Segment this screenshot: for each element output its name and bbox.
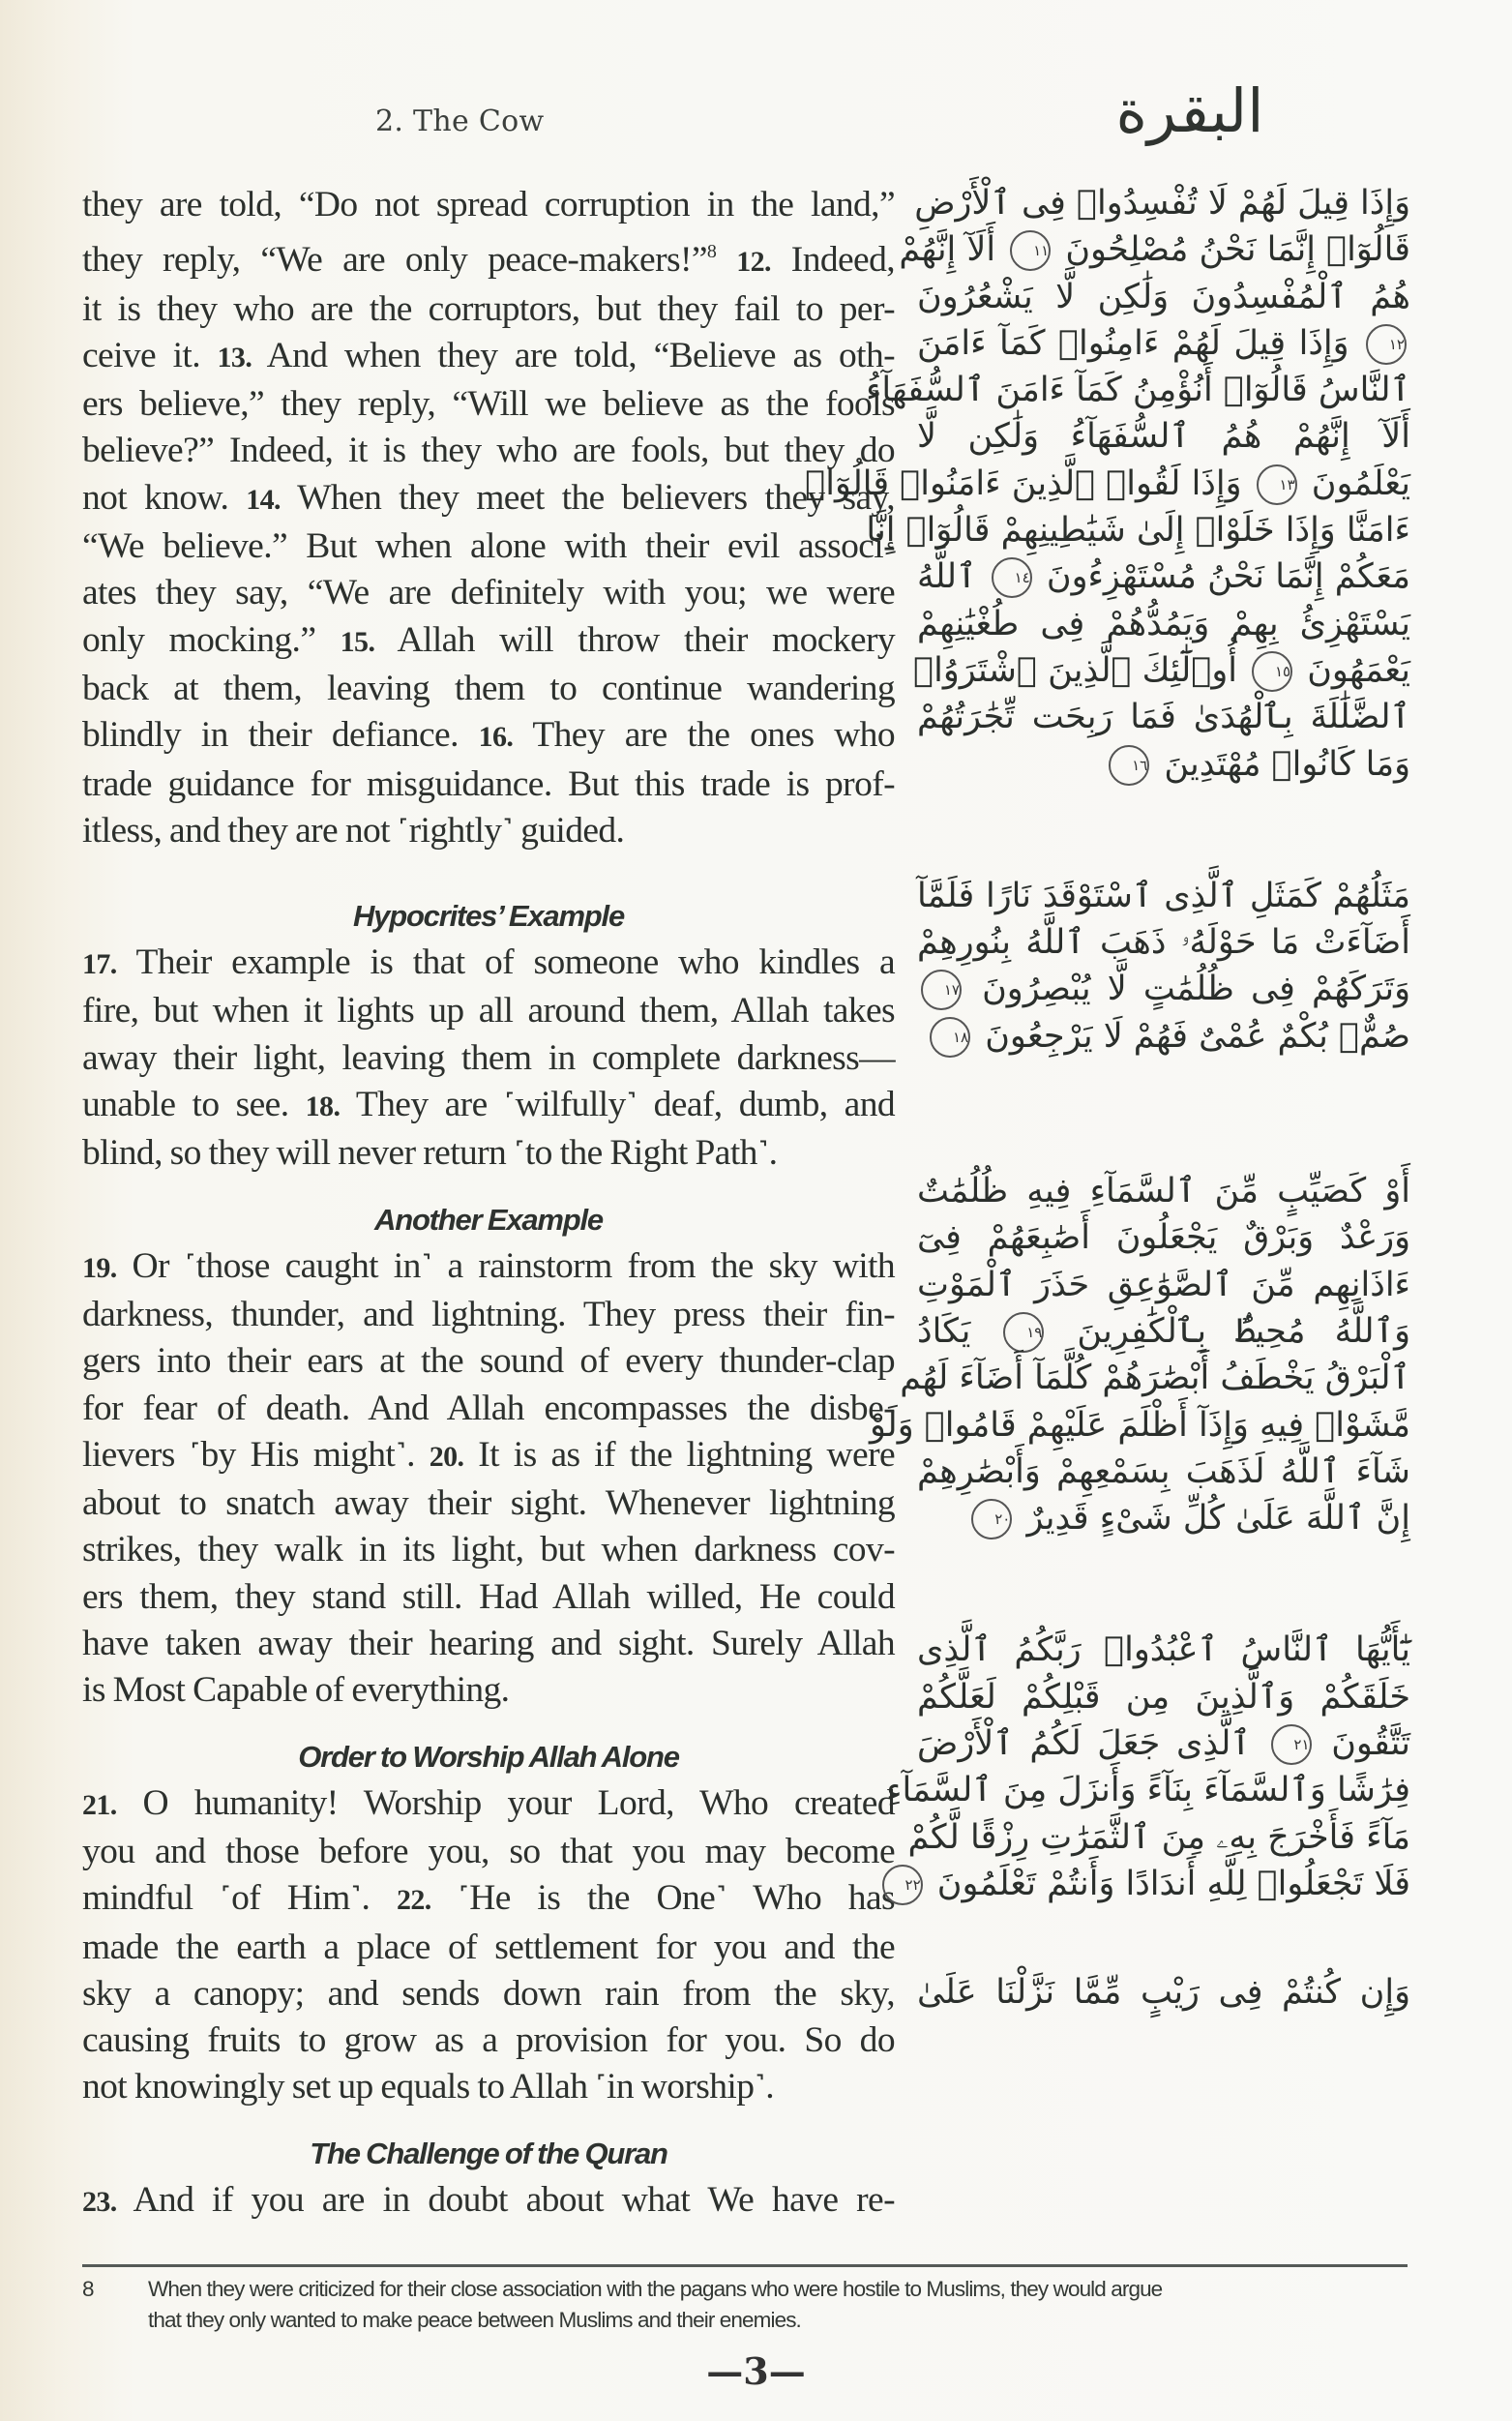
arabic-line [917,274,1410,320]
translation-line [82,1875,895,1924]
arabic-line [917,694,1410,740]
arabic-line [917,873,1410,919]
arabic-text: تَتَّقُونَ [1315,1724,1410,1764]
arabic-text: أُو۟لَٰٓئِكَ ٱلَّذِينَ ٱشْتَرَوُا۟ [913,650,1249,690]
arabic-text: وَتَرَكَهُمْ فِى ظُلُمَٰتٍ لَّا يُبْصِرُونَ [965,970,1410,1009]
arabic-line [917,741,1410,788]
verse-number: 17. [82,948,117,981]
translation-line [82,1925,895,1971]
translation-line [82,333,895,381]
verse-number: 20. [429,1440,464,1473]
translation-text: you and those before you, so that you may become [82,1831,895,1871]
arabic-line [805,461,1410,507]
arabic-line [886,1767,1410,1813]
verse-number: 13. [217,341,252,374]
arabic-text: مَعَكُمْ إِنَّمَا نَحْنُ مُسْتَهْزِءُونَ [1035,557,1411,597]
translation-text: for fear of death. And Allah encompasses the disbe- [82,1388,895,1428]
arabic-text: مَثَلُهُمْ كَمَثَلِ ٱلَّذِى ٱسْتَوْقَدَ نَارًا فَلَمَّآ [917,876,1410,915]
arabic-text: يَعْلَمُونَ [1300,463,1410,503]
translation-line [82,381,895,428]
translation-text: itless, and they are not ˹rightly˺ guided. [82,810,625,851]
section-spacer [82,1715,895,1734]
verse-number: 12. [736,246,771,279]
translation-line [82,1621,895,1667]
arabic-text: مَّشَوْا۟ فِيهِ وَإِذَآ أَظْلَمَ عَلَيْهِمْ قَامُوا۟ وَلَوْ [869,1405,1410,1445]
block-spacer [917,1541,1410,1627]
translation-text: trade guidance for misguidance. But this trade is prof- [82,763,895,804]
translation-text: Their example is that of someone who kindles a [116,942,895,983]
verse-number: 16. [478,721,514,754]
arabic-line [869,1402,1410,1449]
arabic-text: ٱلضَّلَٰلَةَ بِٱلْهُدَىٰ فَمَا رَبِحَت تِّجَٰرَتُهُمْ [917,698,1410,737]
ayah-end-marker-icon: ٢٢ [882,1865,923,1905]
translation-text: Or ˹those caught in˺ a rainstorm from the sky with [116,1245,895,1286]
page-number: —3— [706,2349,806,2393]
arabic-text: أَلَآ إِنَّهُمْ هُمُ ٱلسُّفَهَآءُ وَلَٰكِن لَّا [917,417,1410,457]
translation-text: ˹He is the One˺ Who has [430,1878,895,1919]
arabic-line [917,1262,1410,1308]
translation-line [82,1130,895,1177]
arabic-line [917,1214,1410,1261]
translation-text [716,240,736,280]
translation-line [82,523,895,570]
arabic-text: ٱلَّذِى جَعَلَ لَكُمُ ٱلْأَرْضَ [917,1724,1267,1764]
arabic-text: أَوْ كَصَيِّبٍ مِّنَ ٱلسَّمَآءِ فِيهِ ظُلُمَٰتٌ [917,1172,1410,1211]
translation-text: not knowingly set up equals to Allah ˹in worship˺. [82,2067,775,2107]
translation-text: away their light, leaving them in complete darkness— [82,1037,895,1078]
translation-text: Indeed, [770,240,896,281]
translation-line [82,1780,895,1829]
arabic-text: وَإِن كُنتُمْ فِى رَيْبٍ مِّمَّا نَزَّلْنَا عَلَىٰ [917,1973,1410,2013]
arabic-text: مَآءً فَأَخْرَجَ بِهِۦ مِنَ ٱلثَّمَرَٰتِ رِزْقًا لَّكُمْ [907,1817,1410,1857]
arabic-line [917,1674,1410,1720]
arabic-text: ٱللَّهُ [917,557,988,597]
translation-line [82,1667,895,1714]
translation-line [82,1480,895,1527]
arabic-text: يَسْتَهْزِئُ بِهِمْ وَيَمُدُّهُمْ فِى طُغْيَٰنِهِمْ [917,604,1410,643]
arabic-text: هُمُ ٱلْمُفْسِدُونَ وَلَٰكِن لَّا يَشْعُرُونَ [917,277,1410,316]
translation-text: It is as if the lightning were [463,1434,895,1475]
translation-text: ceive it. [82,335,218,375]
translation-text: is Most Capable of everything. [82,1670,510,1711]
arabic-line [917,966,1410,1012]
verse-number: 14. [246,483,281,516]
translation-line [82,475,895,523]
arabic-text: إِنَّ ٱللَّهَ عَلَىٰ كُلِّ شَىْءٍ قَدِيرٌ [1016,1499,1410,1539]
translation-text: believe?” Indeed, it is they who are fools, but they do [82,431,895,471]
translation-text: not know. [82,477,247,518]
footnote-reference: 8 [706,241,717,263]
translation-line [82,228,895,285]
ayah-end-marker-icon: ١٢ [1366,324,1407,365]
footnote-divider [82,2264,1408,2267]
section-heading: The Challenge of the Quran [310,2136,667,2170]
translation-text: fire, but when it lights up all around them, Allah takes [82,991,895,1031]
arabic-text: ءَاذَانِهِم مِّنَ ٱلصَّوَٰعِقِ حَذَرَ ٱلْمَوْتِ [917,1265,1410,1304]
arabic-text: ٱلْبَرْقُ يَخْطَفُ أَبْصَٰرَهُمْ كُلَّمَآ أَضَآءَ لَهُم [900,1359,1410,1398]
translation-text: They are ˹wilfully˺ deaf, dumb, and [340,1085,895,1125]
translation-text: strikes, they walk in its light, but when darkness cov- [82,1530,895,1570]
translation-text: gers into their ears at the sound of every thunder-clap [82,1341,895,1382]
translation-line [82,1035,895,1082]
translation-line [82,2064,895,2110]
arabic-text: خَلَقَكُمْ وَٱلَّذِينَ مِن قَبْلِكُمْ لَعَلَّكُمْ [917,1677,1410,1717]
translation-text: they are told, “Do not spread corruption in the land,” [82,185,895,224]
ayah-end-marker-icon: ٢٠ [971,1499,1012,1539]
arabic-text: فِرَٰشًا وَٱلسَّمَآءَ بِنَآءً وَأَنزَلَ مِنَ ٱلسَّمَآءِ [886,1771,1410,1810]
arabic-text: وَرَعْدٌ وَبَرْقٌ يَجْعَلُونَ أَصَٰبِعَهُمْ فِىٓ [917,1218,1410,1258]
arabic-line [900,1355,1410,1401]
translation-text: And when they are told, “Believe as oth- [252,335,895,375]
block-spacer [917,788,1410,873]
arabic-line [917,320,1410,367]
translation-text: Allah will throw their mockery [374,619,896,660]
translation-line [82,1971,895,2018]
translation-text: about to snatch away their sight. Whenever lightning [82,1483,895,1524]
ayah-end-marker-icon: ١٦ [1109,745,1149,786]
surah-title-english: 2. The Cow [375,105,545,138]
arabic-line [913,647,1410,694]
translation-line [82,428,895,474]
arabic-text: فَلَا تَجْعَلُوا۟ لِلَّهِ أَندَادًا وَأَنتُمْ تَعْلَمُونَ [926,1864,1410,1903]
section-heading: Hypocrites’ Example [352,899,624,934]
arabic-text: صُمٌّۢ بُكْمٌ عُمْىٌ فَهُمْ لَا يَرْجِعُونَ [974,1016,1410,1056]
ayah-end-marker-icon: ٢١ [1271,1724,1312,1765]
translation-text: They are the ones who [513,715,895,756]
translation-line [82,2177,895,2226]
arabic-text: وَإِذَا قِيلَ لَهُمْ لَا تُفْسِدُوا۟ فِى ٱلْأَرْضِ [914,184,1410,223]
footnote-text-line-1: When they were criticized for their close association with the pagans who were hostile to Muslims, they would argue [148,2277,1163,2301]
translation-line [82,1574,895,1621]
arabic-text: يَكَادُ [917,1311,1000,1351]
arabic-line [917,1308,1410,1355]
arabic-text: يَٰٓأَيُّهَا ٱلنَّاسُ ٱعْبُدُوا۟ رَبَّكُمُ ٱلَّذِى [917,1630,1410,1670]
translation-text: causing fruits to grow as a provision for you. So do [82,2020,895,2061]
arabic-line [914,180,1410,226]
translation-line [82,940,895,988]
translation-line [82,988,895,1034]
translation-text: back at them, leaving them to continue wandering [82,668,895,708]
ayah-end-marker-icon: ١١ [1010,230,1051,271]
surah-title-arabic: البقرة [1115,75,1264,146]
arabic-text: أَضَآءَتْ مَا حَوْلَهُۥ ذَهَبَ ٱللَّهُ بِنُورِهِمْ [917,923,1410,963]
arabic-text: وَمَا كَانُوا۟ مُهْتَدِينَ [1153,744,1410,784]
arabic-line [917,1720,1410,1767]
translation-text: ers believe,” they reply, “Will we believe as the fools [82,384,895,425]
translation-text: mindful ˹of Him˺. [82,1878,397,1919]
arabic-line [917,1449,1410,1495]
ayah-end-marker-icon: ١٧ [921,970,962,1010]
arabic-line [899,226,1410,273]
verse-number: 18. [305,1091,341,1123]
arabic-text: ءَامَنَّا وَإِذَا خَلَوْا۟ إِلَىٰ شَيَٰطِينِهِمْ قَالُوٓا۟ إِنَّا [866,511,1410,551]
translation-line [82,2018,895,2064]
arabic-text: أَلَآ إِنَّهُمْ [899,230,1007,270]
arabic-text: يَعْمَهُونَ [1296,650,1410,690]
translation-line [82,182,895,228]
translation-text: “We believe.” But when alone with their evil associ- [82,526,895,567]
block-spacer [917,1907,1410,1969]
translation-line [82,1527,895,1573]
show-through-ghost-text [929,106,936,139]
translation-text: have taken away their hearing and sight. Surely Allah [82,1624,895,1664]
arabic-line [865,367,1410,413]
arabic-line [907,1814,1410,1861]
verse-number: 23. [82,2185,117,2218]
translation-text: made the earth a place of settlement for you and the [82,1927,895,1967]
english-translation-column [82,182,895,2226]
arabic-line [904,1861,1410,1907]
arabic-line [917,1627,1410,1673]
translation-text: ers them, they stand still. Had Allah willed, He could [82,1576,895,1617]
footnote [82,2274,1417,2336]
verse-number: 15. [340,625,375,658]
section-heading: Order to Worship Allah Alone [298,1739,679,1774]
arabic-text: قَالُوٓا۟ إِنَّمَا نَحْنُ مُصْلِحُونَ [1054,230,1410,270]
arabic-line [917,1013,1410,1060]
translation-line [82,617,895,666]
translation-text: unable to see. [82,1085,306,1125]
footnote-text-line-2: that they only wanted to make peace between Muslims and their enemies. [148,2308,801,2332]
verse-number: 19. [82,1251,117,1284]
arabic-line [917,919,1410,966]
arabic-text: وَإِذَا لَقُوا۟ ٱلَّذِينَ ءَامَنُوا۟ قَالُوٓا۟ [805,463,1253,503]
ayah-end-marker-icon: ١٨ [930,1017,970,1058]
translation-line [82,1292,895,1338]
translation-line [82,1082,895,1130]
translation-line [82,1386,895,1432]
arabic-line [917,553,1410,600]
translation-text: When they meet the believers they say, [280,477,895,518]
arabic-line [917,1495,1410,1541]
translation-text: darkness, thunder, and lightning. They press their fin- [82,1294,895,1334]
translation-line [82,808,895,854]
section-spacer [82,1178,895,1197]
ayah-end-marker-icon: ١٣ [1257,464,1297,505]
translation-line [82,1829,895,1875]
translation-line [82,1338,895,1385]
ayah-end-marker-icon: ١٥ [1252,651,1292,692]
section-spacer [82,2111,895,2131]
translation-line [82,570,895,616]
arabic-line [917,1168,1410,1214]
ayah-end-marker-icon: ١٩ [1003,1312,1044,1353]
translation-text: sky a canopy; and sends down rain from the sky, [82,1973,895,2014]
arabic-text: وَإِذَا قِيلَ لَهُمْ ءَامِنُوا۟ كَمَآ ءَامَنَ [917,323,1362,363]
translation-line [82,286,895,333]
translation-text: And if you are in doubt about what We have re- [116,2179,895,2220]
footnote-number: 8 [82,2277,94,2301]
block-spacer [917,1060,1410,1168]
section-spacer [82,874,895,893]
verse-number: 22. [396,1884,431,1917]
translation-text: ates they say, “We are definitely with you; we were [82,573,895,613]
translation-text: it is they who are the corruptors, but they fail to per- [82,288,895,329]
section-spacer [82,854,895,874]
translation-text: blind, so they will never return ˹to the Right Path˺. [82,1133,778,1174]
translation-line [82,1432,895,1480]
translation-text: they reply, “We are only peace-makers!” [82,240,707,281]
translation-text: only mocking.” [82,619,341,660]
arabic-line [917,413,1410,460]
arabic-line [917,1969,1410,2016]
section-heading: Another Example [374,1202,603,1237]
translation-text: O humanity! Worship your Lord, Who created [116,1782,895,1823]
translation-line [82,762,895,808]
translation-text: blindly in their defiance. [82,715,479,756]
ayah-end-marker-icon: ١٤ [992,557,1032,598]
arabic-text: شَآءَ ٱللَّهُ لَذَهَبَ بِسَمْعِهِمْ وَأَبْصَٰرِهِمْ [917,1451,1410,1491]
translation-line [82,1243,895,1292]
translation-text: lievers ˹by His might˺. [82,1434,430,1475]
translation-line [82,712,895,761]
arabic-line [917,601,1410,647]
arabic-text: وَٱللَّهُ مُحِيطٌۢ بِٱلْكَٰفِرِينَ [1048,1311,1410,1351]
arabic-line [866,507,1410,553]
translation-line [82,666,895,712]
verse-number: 21. [82,1788,117,1821]
arabic-text: ٱلنَّاسُ قَالُوٓا۟ أَنُؤْمِنُ كَمَآ ءَامَنَ ٱلسُّفَهَآءُ [865,371,1410,410]
